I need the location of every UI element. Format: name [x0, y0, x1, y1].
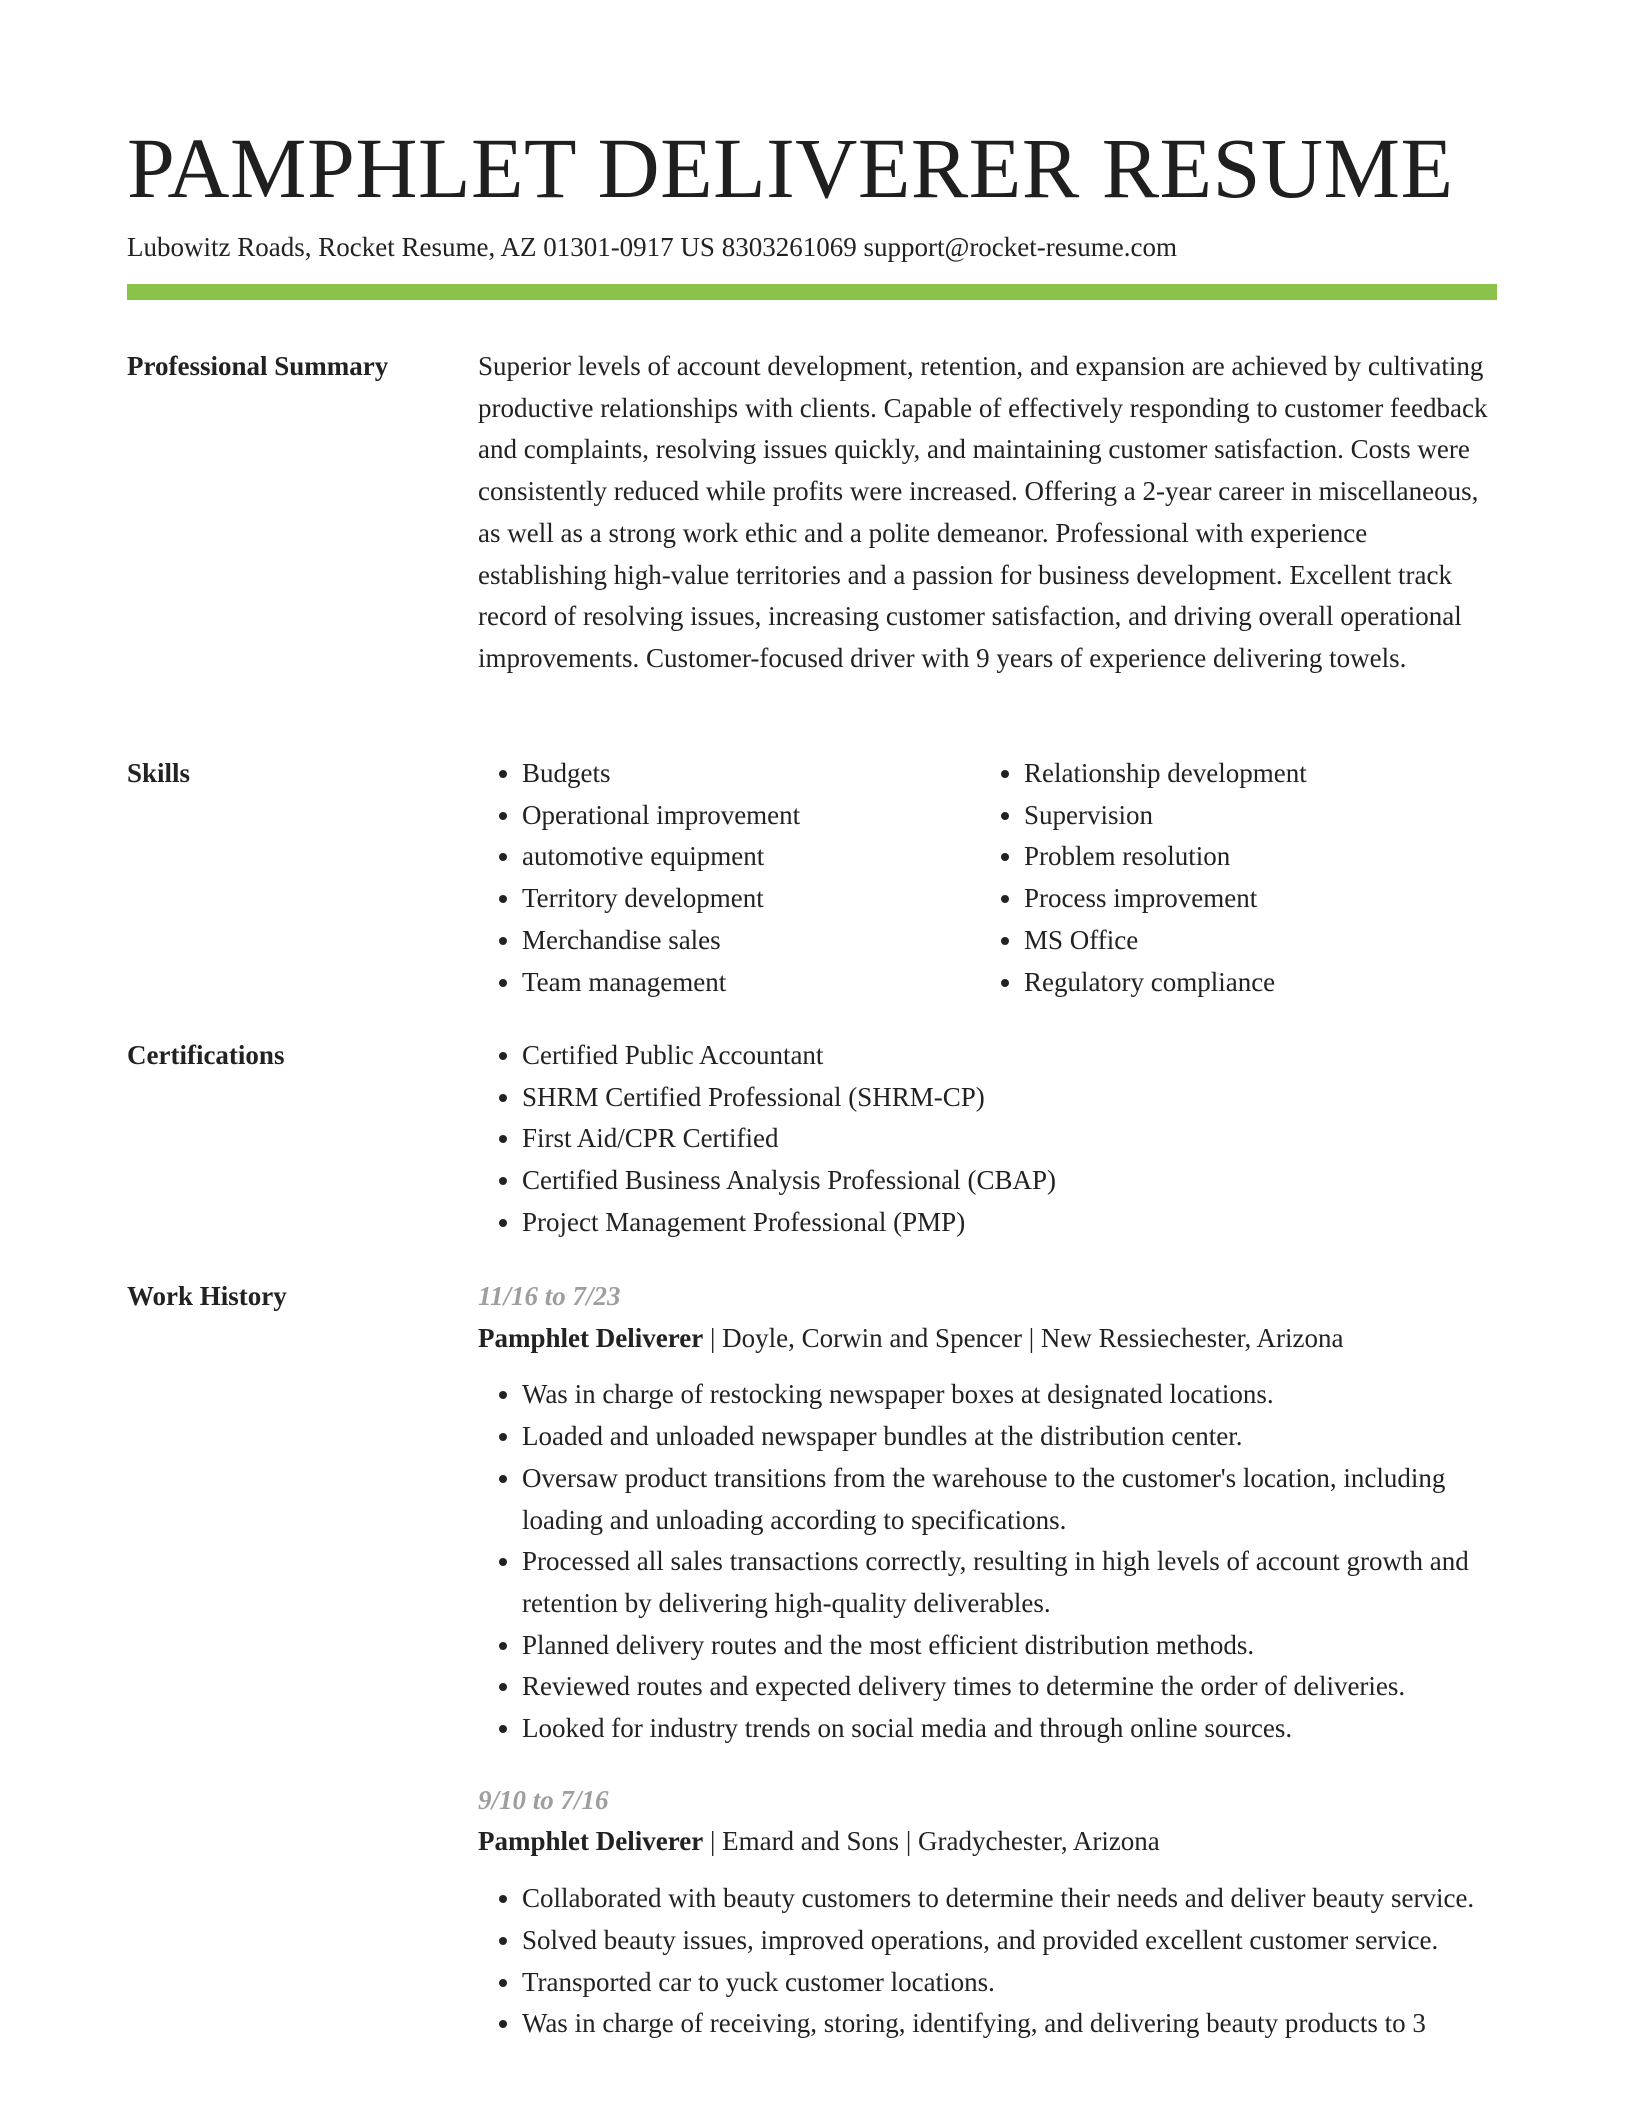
skill-item: • Supervision [1024, 795, 1482, 837]
job-dates: 9/10 to 7/16 [478, 1784, 609, 1815]
resume-title: PAMPHLET DELIVERER RESUME [127, 120, 1454, 216]
summary-text: Superior levels of account development, retention, and expansion are achieved by cultivating productive relationships with clients. Capable of effectively responding to customer feedback and complaints, resolving issues quickly, and maintaining customer satisfaction. Costs were consistently reduced while profits were increased. Offering a 2-year career in miscellaneous, as well as a strong work ethic and a polite demeanor. Professional with experience establishing high-value territories and a passion for business development. Excellent track record of resolving issues, increasing customer satisfaction, and driving overall operational improvements. Customer-focused driver with 9 years of experience delivering towels. [478, 351, 1488, 673]
job-entry [478, 1780, 1497, 2045]
certifications-heading: Certifications [127, 1040, 285, 1070]
job-title: Pamphlet Deliverer [478, 1826, 704, 1857]
skills-list-right [980, 753, 1482, 1003]
job-heading [478, 1821, 1497, 1863]
contact-line: Lubowitz Roads, Rocket Resume, AZ 01301-0917 US 8303261069 support@rocket-resume.com [127, 232, 1177, 262]
skills-column-left [478, 753, 980, 1003]
skill-item: • Relationship development [1024, 753, 1482, 795]
job-dates: 11/16 to 7/23 [478, 1281, 621, 1311]
skill-item: • MS Office [1024, 920, 1482, 962]
job-bullet: • Reviewed routes and expected delivery times to determine the order of deliveries. [522, 1666, 1497, 1708]
certifications-list [478, 1035, 1497, 1244]
job-entry [478, 1276, 1497, 1750]
skill-item: • Budgets [522, 753, 980, 795]
skills-column-right [980, 753, 1482, 1003]
job-bullets [478, 1374, 1497, 1749]
skill-item: • Operational improvement [522, 795, 980, 837]
certification-item: • SHRM Certified Professional (SHRM-CP) [522, 1077, 1497, 1119]
skill-item: • Merchandise sales [522, 920, 980, 962]
job-details: | Emard and Sons | Gradychester, Arizona [703, 1826, 1160, 1857]
summary-body [478, 346, 1497, 680]
skills-list-left [478, 753, 980, 1003]
certification-item: • First Aid/CPR Certified [522, 1118, 1497, 1160]
job-bullet: • Processed all sales transactions correctly, resulting in high levels of account growth and retention by delivering high-quality deliverables. [522, 1541, 1497, 1624]
job-bullet: • Was in charge of receiving, storing, identifying, and delivering beauty products to 3 [522, 2003, 1497, 2045]
skill-item: • Problem resolution [1024, 836, 1482, 878]
work-history-body [478, 1276, 1497, 2045]
job-bullet: • Solved beauty issues, improved operations, and provided excellent customer service. [522, 1920, 1497, 1962]
certification-item: • Project Management Professional (PMP) [522, 1202, 1497, 1244]
job-bullet: • Oversaw product transitions from the warehouse to the customer's location, including loading and unloading according to specifications. [522, 1458, 1497, 1541]
skill-item: • Regulatory compliance [1024, 962, 1482, 1004]
job-spacer [478, 1750, 1497, 1780]
skill-item: • Territory development [522, 878, 980, 920]
job-details: | Doyle, Corwin and Spencer | New Ressiechester, Arizona [703, 1322, 1344, 1353]
skill-item: • automotive equipment [522, 836, 980, 878]
certifications-body [478, 1035, 1497, 1244]
job-bullet: • Was in charge of restocking newspaper boxes at designated locations. [522, 1374, 1497, 1416]
certification-item: • Certified Business Analysis Professional (CBAP) [522, 1160, 1497, 1202]
certification-item: • Certified Public Accountant [522, 1035, 1497, 1077]
job-heading [478, 1318, 1497, 1360]
skill-item: • Process improvement [1024, 878, 1482, 920]
job-bullet: • Collaborated with beauty customers to determine their needs and deliver beauty service. [522, 1878, 1497, 1920]
job-bullet: • Loaded and unloaded newspaper bundles at the distribution center. [522, 1416, 1497, 1458]
work-history-heading: Work History [127, 1281, 287, 1311]
job-bullets [478, 1878, 1497, 2045]
job-title: Pamphlet Deliverer [478, 1322, 704, 1353]
job-bullet: • Transported car to yuck customer locations. [522, 1962, 1497, 2004]
job-bullet: • Planned delivery routes and the most efficient distribution methods. [522, 1625, 1497, 1667]
job-bullet: • Looked for industry trends on social media and through online sources. [522, 1708, 1497, 1750]
skills-heading: Skills [127, 758, 191, 788]
summary-heading: Professional Summary [127, 351, 389, 381]
header-divider [127, 284, 1497, 300]
skill-item: • Team management [522, 962, 980, 1004]
skills-body [478, 753, 1497, 1003]
